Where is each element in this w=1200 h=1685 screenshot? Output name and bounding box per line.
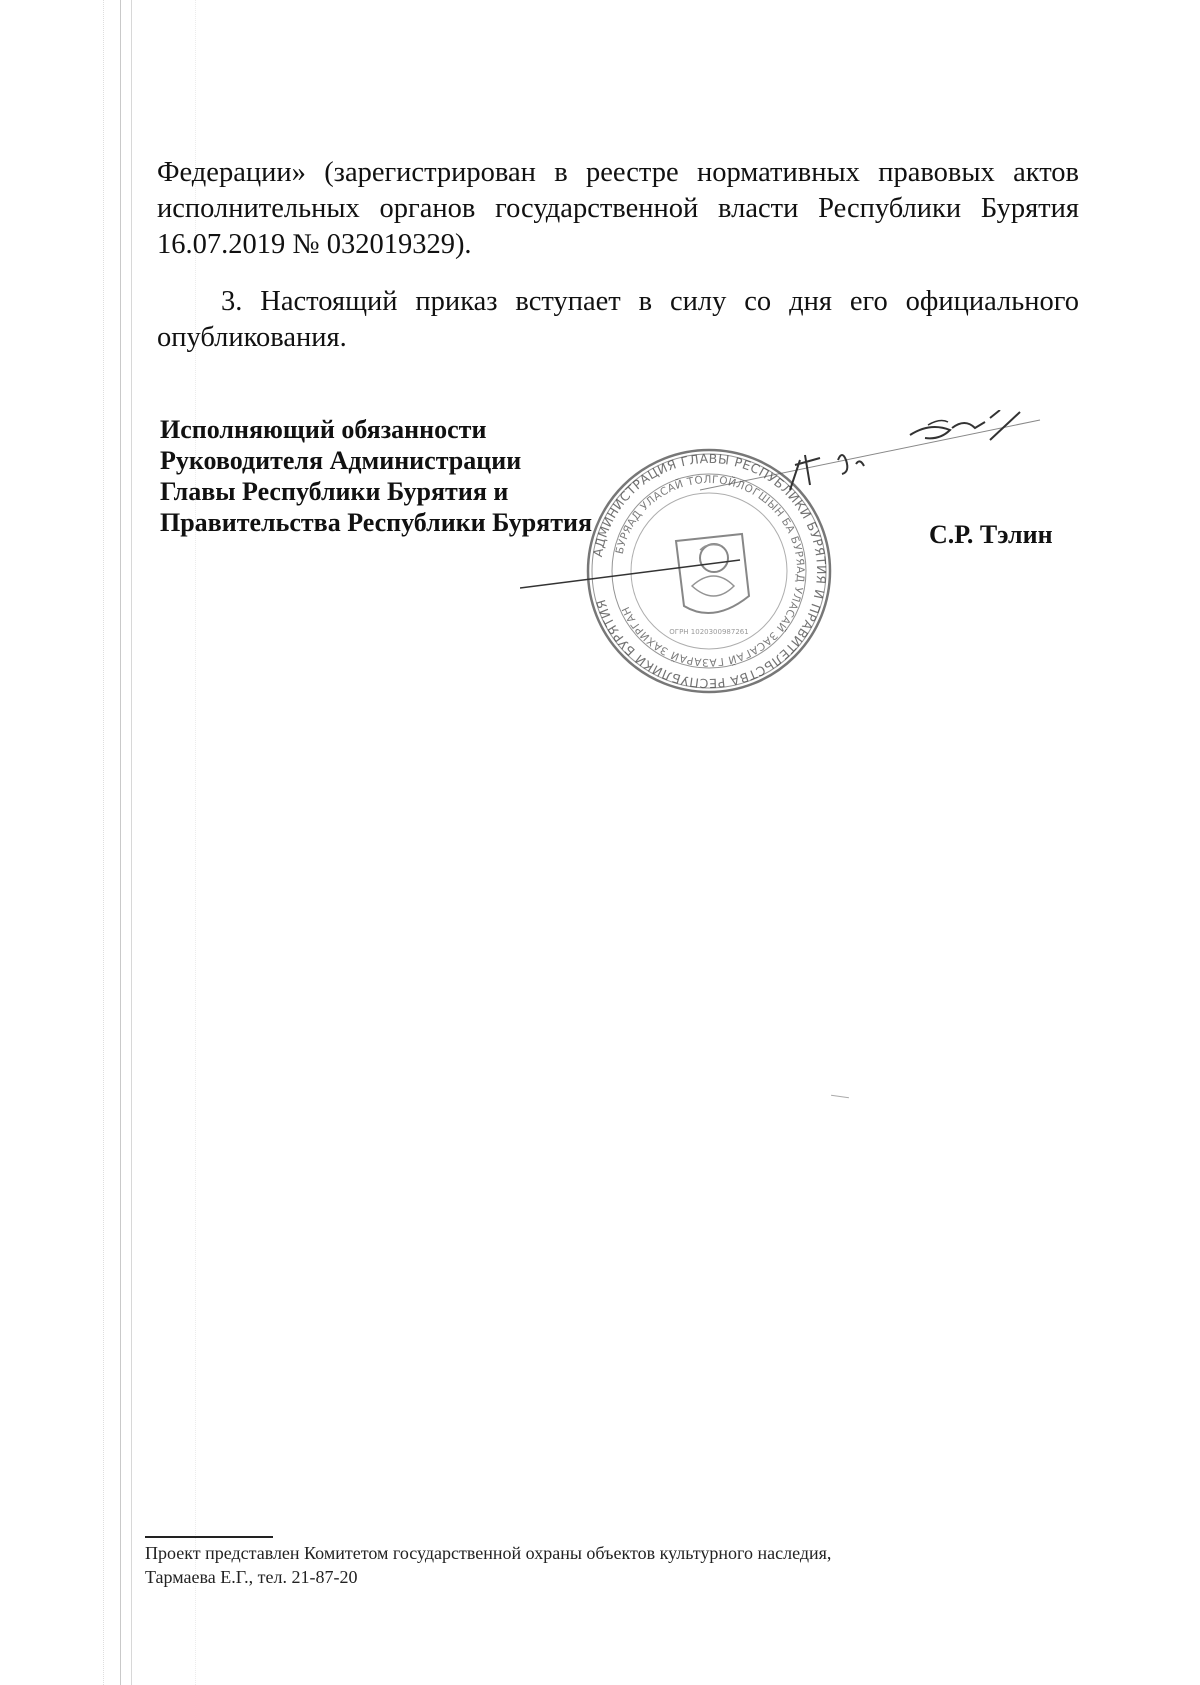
signatory-title-line: Руководителя Администрации <box>160 446 522 475</box>
scan-artifact-line <box>120 0 121 1685</box>
scan-artifact-mark <box>831 1095 849 1098</box>
signatory-title <box>160 414 592 538</box>
paragraph-continuation: Федерации» (зарегистрирован в реестре нормативных правовых актов исполнительных органов государственной власти Республики Бурятия 16.07.2019 № 032019329). <box>157 157 1079 260</box>
seal-outer-text: АДМИНИСТРАЦИЯ ГЛАВЫ РЕСПУБЛИКИ БУРЯТИЯ И ПРАВИТЕЛЬСТВА РЕСПУБЛИКИ БУРЯТИЯ <box>589 450 830 692</box>
scan-artifact-dots <box>103 0 104 1685</box>
signatory-title-line: Исполняющий обязанности <box>160 415 487 444</box>
paragraph-effective-date: 3. Настоящий приказ вступает в силу со дня его официального опубликования. <box>157 286 1079 353</box>
seal-inner-text: БУРЯАД УЛАСАЙ ТОЛГОЙЛОГШЫН БА БУРЯАД УЛАСАЙ ЗАСАГАЙ ГАЗАРАЙ ЗАХИРГАН <box>613 473 807 669</box>
footnote-line-contact: Тармаева Е.Г., тел. 21-87-20 <box>145 1567 358 1587</box>
signatory-title-line: Главы Республики Бурятия и <box>160 477 509 506</box>
footnote-divider <box>145 1536 273 1538</box>
handwritten-signature <box>520 410 1060 600</box>
signatory-title-line: Правительства Республики Бурятия <box>160 508 593 537</box>
seal-registration-number: ОГРН 1020300987261 <box>669 628 749 636</box>
footnote <box>145 1541 831 1589</box>
signatory-name: С.Р. Тэлин <box>929 520 1053 549</box>
scan-artifact-line <box>131 0 132 1685</box>
footnote-line-submitter: Проект представлен Комитетом государственной охраны объектов культурного наследия, <box>145 1543 832 1563</box>
